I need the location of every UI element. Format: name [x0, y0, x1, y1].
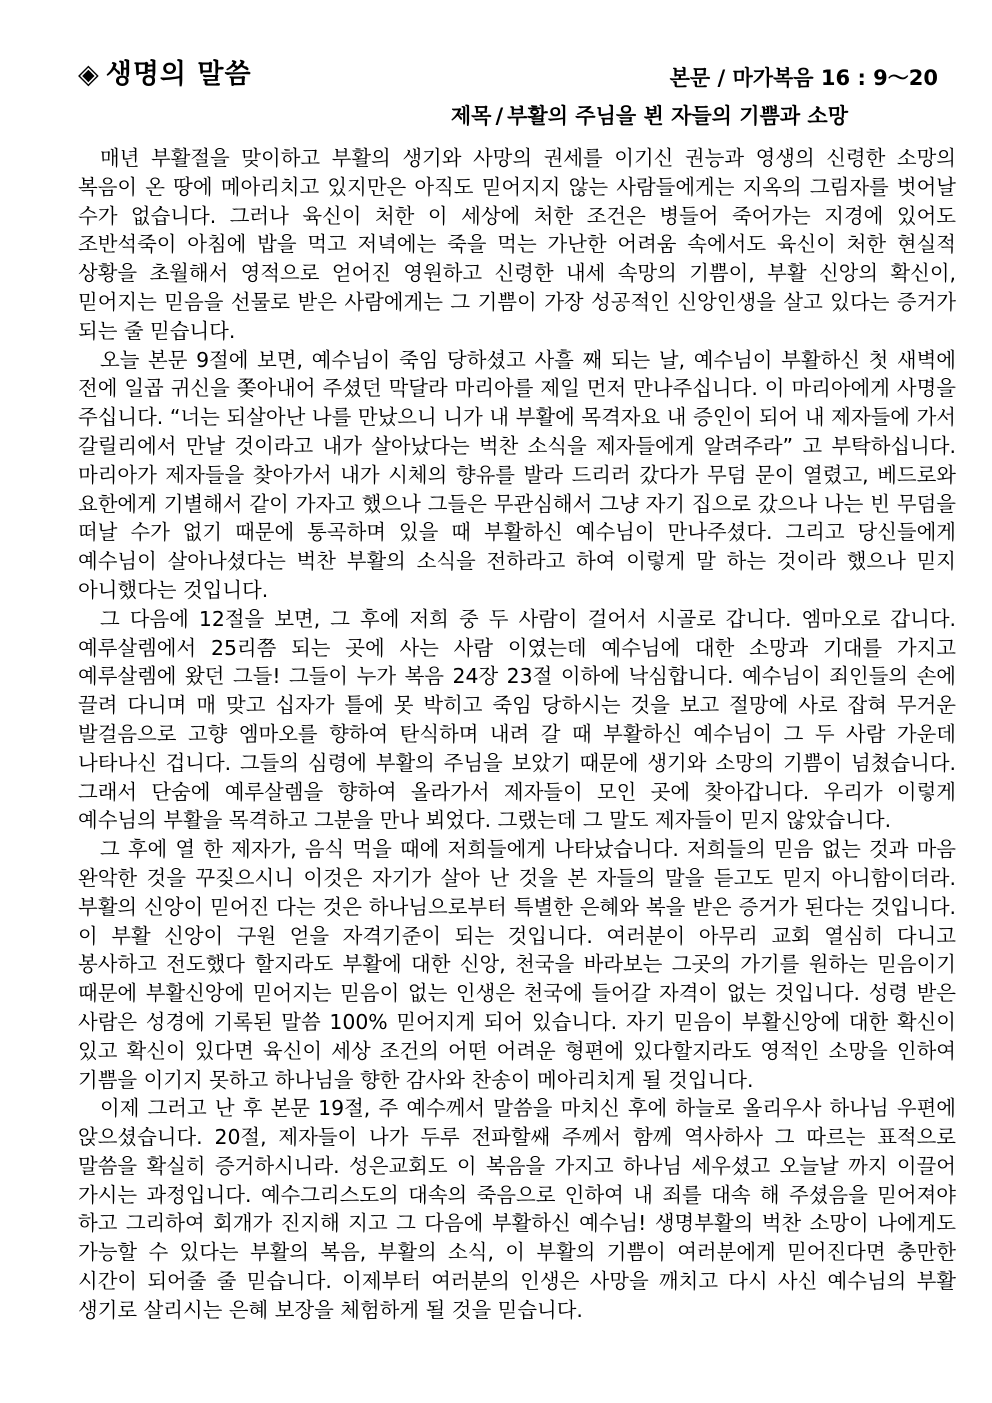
sermon-subject: [78, 100, 956, 138]
scripture-ref: 마가복음 16 : 9～20: [732, 66, 938, 90]
subject-slash: /: [495, 104, 504, 128]
scripture-reference: [670, 62, 938, 92]
body-paragraph: 그 다음에 12절을 보면, 그 후에 저희 중 두 사람이 걸어서 시골로 갑니다. 엠마오로 갑니다. 예루살렘에서 25리쯤 되는 곳에 사는 사람 이였는데 예수님에 대한 소망과 기대를 가지고 예루살렘에 왔던 그들! 그들이 누가 복음 24장 23절 이하에 낙심합니다. 예수님이 죄인들의 손에 끌려 다니며 매 맞고 십자가 틀에 못 박히고 죽임 당하시는 것을 보고 절망에 사로 잡혀 무거운 발걸음으로 고향 엠마오를 향하여 탄식하며 내려 갈 때 부활하신 예수님이 그 두 사람 가운데 나타나신 겁니다. 그들의 심령에 부활의 주님을 보았기 때문에 생기와 소망의 기쁨이 넘쳤습니다. 그래서 단숨에 예루살렘을 향하여 올라가서 제자들이 모인 곳에 찾아갑니다. 우리가 이렇게 예수님의 부활을 목격하고 그분을 만나 뵈었다. 그랬는데 그 말도 제자들이 믿지 않았습니다.: [78, 606, 956, 833]
sermon-page: [78, 52, 956, 1325]
body-paragraph: 오늘 본문 9절에 보면, 예수님이 죽임 당하셨고 사흘 째 되는 날, 예수님이 부활하신 첫 새벽에 전에 일곱 귀신을 쫒아내어 주셨던 막달라 마리아를 제일 먼저 만나주십니다. 이 마리아에게 사명을 주십니다. “너는 되살아난 나를 만났으니 니가 내 부활에 목격자요 내 증인이 되어 내 제자들에 가서 갈릴리에서 만날 것이라고 내가 살아났다는 벅찬 소식을 제자들에게 알려주라” 고 부탁하십니다. 마리아가 제자들을 찾아가서 내가 시체의 향유를 발라 드리러 갔다가 무덤 문이 열렸고, 베드로와 요한에게 기별해서 같이 가자고 했으나 그들은 무관심해서 그냥 자기 집으로 갔으나 나는 빈 무덤을 떠날 수가 없기 때문에 통곡하며 있을 때 부활하신 예수님이 만나주셨다. 그리고 당신들에게 예수님이 살아나셨다는 벅찬 부활의 소식을 전하라고 하여 이렇게 말 하는 것이라 했으나 믿지 아니했다는 것입니다.: [78, 347, 956, 602]
subject-label: 제목: [450, 104, 492, 128]
scripture-slash: /: [710, 66, 733, 90]
heading-row: [78, 52, 956, 94]
section-title-text: 생명의 말씀: [105, 59, 252, 90]
sermon-body: [78, 144, 956, 1325]
body-paragraph: 이제 그러고 난 후 본문 19절, 주 예수께서 말씀을 마치신 후에 하늘로 올리우사 하나님 우편에 앉으셨습니다. 20절, 제자들이 나가 두루 전파할쌔 주께서 함께 역사하사 그 따르는 표적으로 말씀을 확실히 증거하시니라. 성은교회도 이 복음을 가지고 하나님 세우셨고 오늘날 까지 이끌어 가시는 과정입니다. 예수그리스도의 대속의 죽음으로 인하여 내 죄를 대속 해 주셨음을 믿어져야 하고 그리하여 회개가 진지해 지고 그 다음에 부활하신 예수님! 생명부활의 벅찬 소망이 나에게도 가능할 수 있다는 부활의 복음, 부활의 소식, 이 부활의 기쁨이 여러분에게 믿어진다면 충만한 시간이 되어줄 줄 믿습니다. 이제부터 여러분의 인생은 사망을 깨치고 다시 사신 예수님의 부활 생기로 살리시는 은혜 보장을 체험하게 될 것을 믿습니다.: [78, 1096, 956, 1322]
body-paragraph: 매년 부활절을 맞이하고 부활의 생기와 사망의 권세를 이기신 권능과 영생의 신령한 소망의 복음이 온 땅에 메아리치고 있지만은 아직도 믿어지지 않는 사람들에게는 지옥의 그림자를 벗어날 수가 없습니다. 그러나 육신이 처한 이 세상에 처한 조건은 병들어 죽어가는 지경에 있어도 조반석죽이 아침에 밥을 먹고 저녁에는 죽을 먹는 가난한 어려움 속에서도 육신이 처한 현실적 상황을 초월해서 영적으로 얻어진 영원하고 신령한 내세 속망의 기쁨이, 부활 신앙의 확신이, 믿어지는 믿음을 선물로 받은 사람에게는 그 기쁨이 가장 성공적인 신앙인생을 살고 있다는 증거가 되는 줄 믿습니다.: [78, 146, 956, 343]
scripture-label: 본문: [669, 66, 711, 90]
diamond-marker-icon: ◈: [78, 59, 100, 90]
subject-text: 부활의 주님을 뵌 자들의 기쁨과 소망: [507, 104, 848, 128]
body-paragraph: 그 후에 열 한 제자가, 음식 먹을 때에 저희들에게 나타났습니다. 저희들의 믿음 없는 것과 마음 완악한 것을 꾸짖으시니 이것은 자기가 살아 난 것을 본 자들의 말을 듣고도 믿지 아니함이더라. 부활의 신앙이 믿어진 다는 것은 하나님으로부터 특별한 은혜와 복을 받은 증거가 된다는 것입니다. 이 부활 신앙이 구원 얻을 자격기준이 되는 것입니다. 여러분이 아무리 교회 열심히 다니고 봉사하고 전도했다 할지라도 부활에 대한 신앙, 천국을 바라보는 그곳의 가기를 원하는 믿음이기 때문에 부활신앙에 믿어지는 믿음이 없는 인생은 천국에 들어갈 자격이 없는 것입니다. 성령 받은 사람은 성경에 기록된 말씀 100% 믿어지게 되어 있습니다. 자기 믿음이 부활신앙에 대한 확신이 있고 확신이 있다면 육신이 세상 조건의 어떤 어려운 형편에 있다할지라도 영적인 소망을 인하여 기쁨을 이기지 못하고 하나님을 향한 감사와 찬송이 메아리치게 될 것입니다.: [78, 837, 956, 1092]
section-title: [78, 52, 252, 91]
